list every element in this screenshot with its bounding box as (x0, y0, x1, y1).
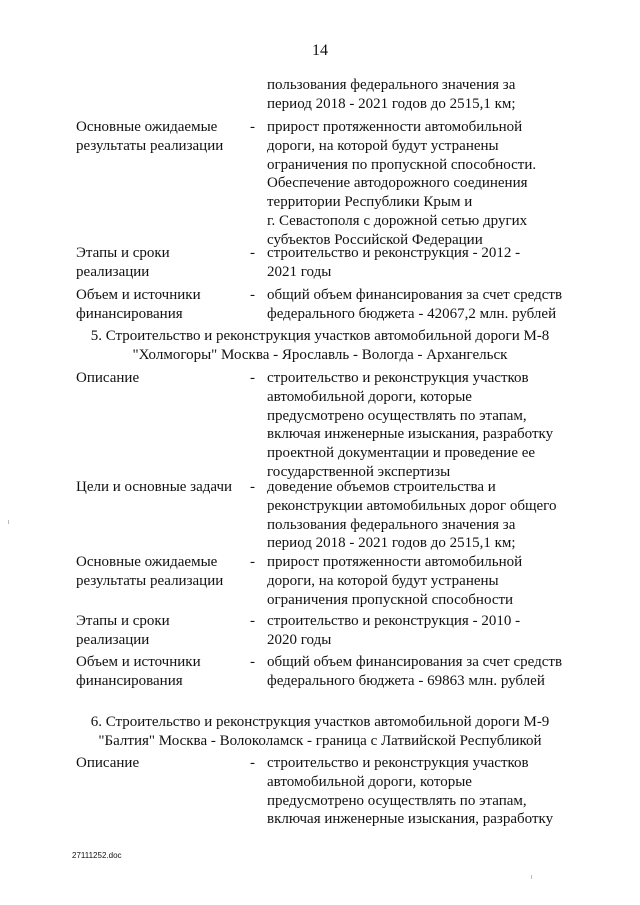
row-value: прирост протяженности автомобильной дороги, на которой будут устранены ограничения пропускной способности (267, 554, 523, 608)
row-dash: - (250, 119, 255, 135)
row-dash: - (250, 370, 255, 386)
row-label: Этапы и сроки реализации (76, 613, 170, 648)
footer-filename: 27111252.doc (72, 851, 122, 860)
row-dash: - (250, 245, 255, 261)
row-label: Описание (76, 370, 140, 386)
row-label: Основные ожидаемые результаты реализации (76, 554, 224, 589)
scan-mark (531, 875, 532, 879)
page-number: 14 (312, 42, 328, 59)
section-5-heading: 5. Строительство и реконструкция участков автомобильной дороги М-8 "Холмогоры" Москва - Ярославль - Вологда - Архангельск (90, 328, 550, 363)
row-value: строительство и реконструкция - 2012 - 2021 годы (267, 245, 521, 280)
row-value: строительство и реконструкция - 2010 - 2020 годы (267, 613, 521, 648)
row-value: строительство и реконструкция участков автомобильной дороги, которые предусмотрено осуществлять по этапам, включая инженерные изыскания, разработку (267, 755, 554, 828)
row-value: прирост протяженности автомобильной дороги, на которой будут устранены ограничения по пропускной способности. Обеспечение автодорожного соединения территории Республики Крым и г. Севастополя с дорожной сетью других субъектов Российской Федерации (267, 119, 537, 248)
row-dash: - (250, 654, 255, 670)
row-label: Объем и источники финансирования (76, 287, 201, 322)
row-label: Основные ожидаемые результаты реализации (76, 119, 224, 154)
row-dash: - (250, 554, 255, 570)
row-dash: - (250, 755, 255, 771)
row-dash: - (250, 613, 255, 629)
row-label: Цели и основные задачи (76, 479, 233, 495)
continuation-text: пользования федерального значения за период 2018 - 2021 годов до 2515,1 км; (267, 77, 516, 112)
scan-mark (8, 520, 9, 524)
row-value: строительство и реконструкция участков автомобильной дороги, которые предусмотрено осуществлять по этапам, включая инженерные изыскания, разработку проектной документации и проведение ее государственной экспертизы (267, 370, 554, 480)
row-dash: - (250, 479, 255, 495)
row-label: Этапы и сроки реализации (76, 245, 170, 280)
section-6-heading: 6. Строительство и реконструкция участков автомобильной дороги М-9 "Балтия" Москва - Волоколамск - граница с Латвийской Республикой (90, 714, 550, 749)
row-value: доведение объемов строительства и реконструкции автомобильных дорог общего пользования федерального значения за период 2018 - 2021 годов до 2515,1 км; (267, 479, 557, 552)
row-label: Описание (76, 755, 140, 771)
row-value: общий объем финансирования за счет средств федерального бюджета - 69863 млн. рублей (267, 654, 563, 689)
row-value: общий объем финансирования за счет средств федерального бюджета - 42067,2 млн. рублей (267, 287, 563, 322)
row-dash: - (250, 287, 255, 303)
row-label: Объем и источники финансирования (76, 654, 201, 689)
